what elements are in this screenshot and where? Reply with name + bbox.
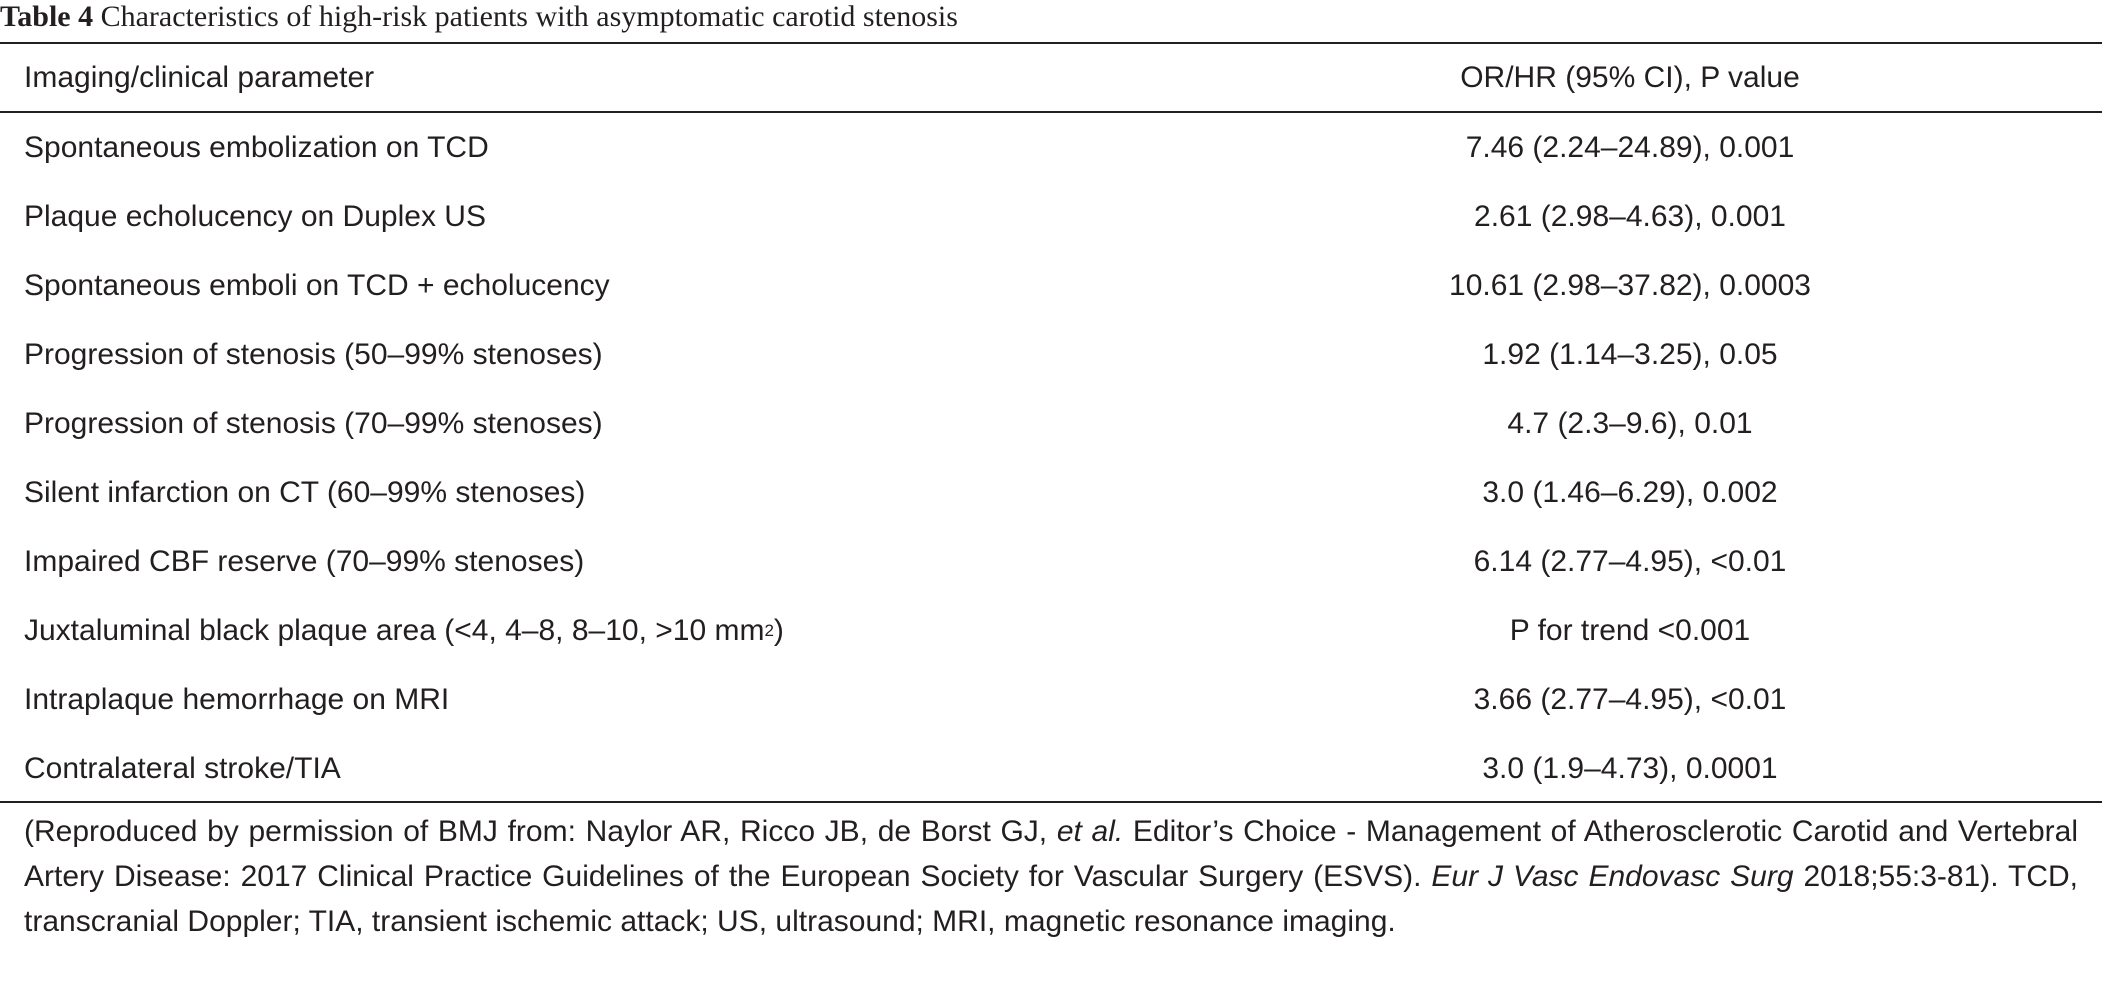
- parameter-cell: Spontaneous embolization on TCD: [24, 130, 489, 164]
- parameter-cell: Silent infarction on CT (60–99% stenoses): [24, 475, 586, 509]
- table-caption-label: Table 4: [0, 0, 94, 33]
- parameter-cell: Juxtaluminal black plaque area (<4, 4–8, 8–10, >10 mm 2 ): [24, 613, 784, 647]
- parameter-cell: Contralateral stroke/TIA: [24, 751, 341, 785]
- value-cell: 3.66 (2.77–4.95), <0.01: [1473, 682, 1787, 716]
- value-cell: 3.0 (1.9–4.73), 0.0001: [1482, 751, 1778, 785]
- value-cell: 3.0 (1.46–6.29), 0.002: [1482, 475, 1778, 509]
- parameter-cell: Plaque echolucency on Duplex US: [24, 199, 486, 233]
- parameter-cell: Spontaneous emboli on TCD + echolucency: [24, 268, 610, 302]
- value-cell: 6.14 (2.77–4.95), <0.01: [1473, 544, 1787, 578]
- table-header-row: [0, 44, 2102, 111]
- footnote-text: 2018;55:3-81). TCD, transcranial Doppler; TIA, transient ischemic attack; US, ultrasound; MRI, magnetic resonance imaging.: [24, 860, 2078, 938]
- value-cell: 7.46 (2.24–24.89), 0.001: [1465, 130, 1795, 164]
- column-header-value: OR/HR (95% CI), P value: [1460, 60, 1800, 94]
- table-row: [0, 527, 2102, 596]
- parameter-cell: Progression of stenosis (70–99% stenoses): [24, 406, 603, 440]
- table-row: [0, 389, 2102, 458]
- table-row: [0, 458, 2102, 527]
- table-row: [0, 596, 2102, 665]
- value-cell: P for trend <0.001: [1509, 613, 1751, 647]
- parameter-cell: Intraplaque hemorrhage on MRI: [24, 682, 450, 716]
- footnote-text: (Reproduced by permission of BMJ from: Naylor AR, Ricco JB, de Borst GJ,: [24, 815, 1057, 848]
- table-row: [0, 734, 2102, 803]
- table-caption-title: Characteristics of high-risk patients with asymptomatic carotid stenosis: [100, 0, 958, 33]
- table-row: [0, 665, 2102, 734]
- column-header-parameter: Imaging/clinical parameter: [24, 60, 375, 94]
- value-cell: 1.92 (1.14–3.25), 0.05: [1482, 337, 1778, 371]
- parameter-cell: Progression of stenosis (50–99% stenoses): [24, 337, 603, 371]
- table-row: [0, 113, 2102, 182]
- table-footnote: [24, 809, 2078, 944]
- table-caption: [0, 0, 958, 40]
- footnote-et-al: et al.: [1056, 815, 1124, 848]
- footnote-journal: Eur J Vasc Endovasc Surg: [1431, 860, 1794, 893]
- value-cell: 4.7 (2.3–9.6), 0.01: [1507, 406, 1753, 440]
- value-cell: 10.61 (2.98–37.82), 0.0003: [1449, 268, 1811, 302]
- data-table: [0, 44, 2102, 803]
- table-row: [0, 182, 2102, 251]
- parameter-text-end: ): [773, 613, 784, 647]
- value-cell: 2.61 (2.98–4.63), 0.001: [1474, 199, 1786, 233]
- table-row: [0, 320, 2102, 389]
- parameter-cell: Impaired CBF reserve (70–99% stenoses): [24, 544, 585, 578]
- parameter-text: Juxtaluminal black plaque area (<4, 4–8, 8–10, >10 mm: [24, 613, 765, 647]
- footnote-text: Editor’s Choice - Management of Atherosclerotic Carotid and Vertebral Artery Disease: 2017 Clinical Practice Guidelines of the European Society for Vascular Surgery (ESVS).: [24, 815, 2079, 893]
- table-row: [0, 251, 2102, 320]
